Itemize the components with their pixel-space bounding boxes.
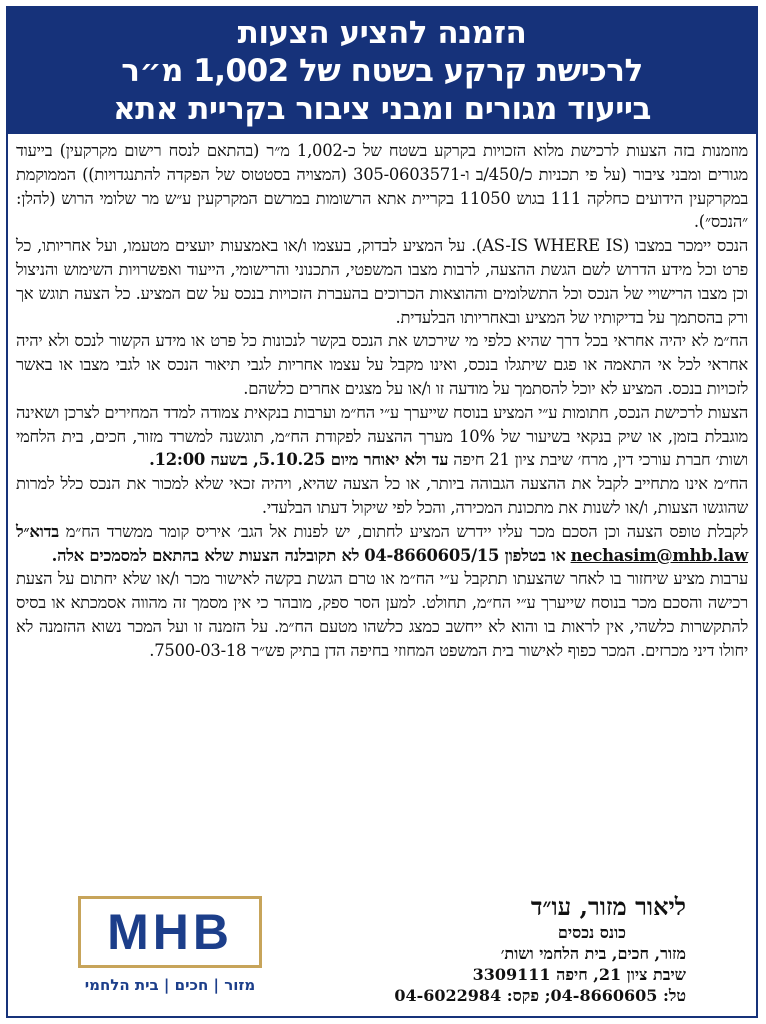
email-label: בדוא״ל — [16, 521, 59, 541]
phone-text: או בטלפון 04-8660605/15 — [364, 545, 566, 565]
header-banner — [8, 8, 756, 134]
footer — [8, 878, 756, 1018]
signatory-title: כונס נכסים — [557, 923, 626, 942]
mhb-logo — [60, 896, 280, 1006]
notice-body — [16, 139, 748, 663]
submission-deadline: עד ולא יאוחר מיום 5.10.25, בשעה 12:00. — [149, 450, 449, 470]
contact-warning: לא תקובלנה הצעות שלא בהתאם למסמכים אלה. — [51, 545, 360, 565]
paragraph-submission — [16, 401, 748, 472]
firm-name: מזור, חכים, בית הלחמי ושות׳ — [500, 944, 686, 963]
email-link[interactable]: nechasim@mhb.law — [570, 545, 748, 565]
paragraph-reservation: הח״מ אינו מתחייב לקבל את ההצעה הגבוהה ביותר, או כל הצעה שהיא, ויהיה זכאי שלא למכור את הנכס כלל למרות שהוגשו הצעות, ו/או לשנות את מתכונת המכירה, והכל לפי שיקול דעתו הבלעדי. — [16, 474, 748, 517]
firm-contact: טל: 04-8660605; פקס: 04-6022984 — [394, 986, 686, 1005]
advertisement-frame — [6, 6, 758, 1018]
headline-line-2: לרכישת קרקע בשטח של 1,002 מ״ר — [121, 53, 643, 89]
paragraph-as-is: הנכס יימכר במצבו (AS-IS WHERE IS). על המציע לבדוק, בעצמו ו/או באמצעות יועצים מטעמו, ועל אחריותו, כל פרט וכל מידע הדרוש לשם הגשת ההצעה, לרבות מצבו המשפטי, התכנוני והרישומי, הייעוד ואפשרויות השימוש והניצול וכן מצבו הרישויי של הנכס וכל התשלומים וההוצאות הכרוכים בהעברת הזכויות בנכס על שם המציע. כל הצעה תוגש אך ורק בהסתמך על בדיקותיו של המציע ובאחריותו הבלעדית. — [16, 236, 748, 327]
signature-block — [346, 892, 686, 1006]
headline-line-3: בייעוד מגורים ומבני ציבור בקריית אתא — [113, 91, 651, 127]
logo-mark: MHB — [82, 902, 258, 962]
headline-line-1: הזמנה להציע הצעות — [237, 15, 527, 51]
signatory-name: ליאור מזור, עו״ד — [530, 892, 686, 921]
paragraph-offer: מוזמנות בזה הצעות לרכישת מלוא הזכויות בקרקע בשטח של כ-1,002 מ״ר (בהתאם לנסח רישום מקרקעין) בייעוד מגורים ומבני ציבור (על פי תכניות כ/450/ב ו-305-0603571 (המצויה בסטטוס של הפקדה להתנגדויות)) הממוקמת במקרקעין הידועים כחלקה 111 בגוש 11050 בקריית אתא הרשומות במרשם המקרקעין ע״ש מר שלומי הרוש (להלן: ״הנכס״). — [16, 141, 748, 232]
paragraph-liability: הח״מ לא יהיה אחראי בכל דרך שהיא כלפי מי שירכוש את הנכס בקשר לנכונות כל פרט או מידע הקשור לנכס ולא יהיה אחראי לכל אי התאמה או פגם שיתגלו בנכס, ואינו מקבל על עצמו אחריות לגבי תיאור הנכס או לגבי מצבו או באשר לזכויות בנכס. המציע לא יוכל להסתמך על מודעה זו ו/או על מצגים אחרים כלשהם. — [16, 331, 748, 398]
logo-subtitle: מזור | חכים | בית הלחמי — [84, 976, 256, 994]
paragraph-contact — [16, 520, 748, 568]
firm-address: שיבת ציון 21, חיפה 3309111 — [472, 965, 686, 984]
paragraph-guarantee: ערבות מציע שיחזור בו לאחר שהצעתו תתקבל ע״י הח״מ או טרם הגשת בקשה לאישור מכר ו/או שלא יחתום על הצעת רכישה והסכם מכר בנוסח שייערך ע״י הח״מ, תחולט. למען הסר ספק, מובהר כי אין מסמך זה מהווה אסמכתא או בסיס להתקשרות כלשהי, אין לראות בו והוא לא ייחשב כמצג כלשהו מטעם הח״מ. על הזמנה זו ועל המכר נשוא ההזמנה לא יחולו דיני מכרזים. המכר כפוף לאישור בית המשפט המחוזי בחיפה הדן בתיק פש״ר 7500-03-18. — [16, 569, 748, 660]
contact-text: לקבלת טופס הצעה וכן הסכם מכר עליו יידרש המציע לחתום, יש לפנות אל הגב׳ איריס קומר ממשרד הח״מ — [58, 521, 748, 541]
submission-text: הצעות לרכישת הנכס, חתומות ע״י המציע בנוסח שייערך ע״י הח״מ וערבות בנקאית צמודה למדד המחירים לצרכן ושאינה מוגבלת בזמן, או שיק בנקאי בשיעור של 10% מערך ההצעה לפקודת הח״מ, תוגשנה למשרד מזור, חכים, בית הלחמי ושות׳ חברת עורכי דין, מרח׳ שיבת ציון 21 חיפה — [16, 402, 748, 470]
